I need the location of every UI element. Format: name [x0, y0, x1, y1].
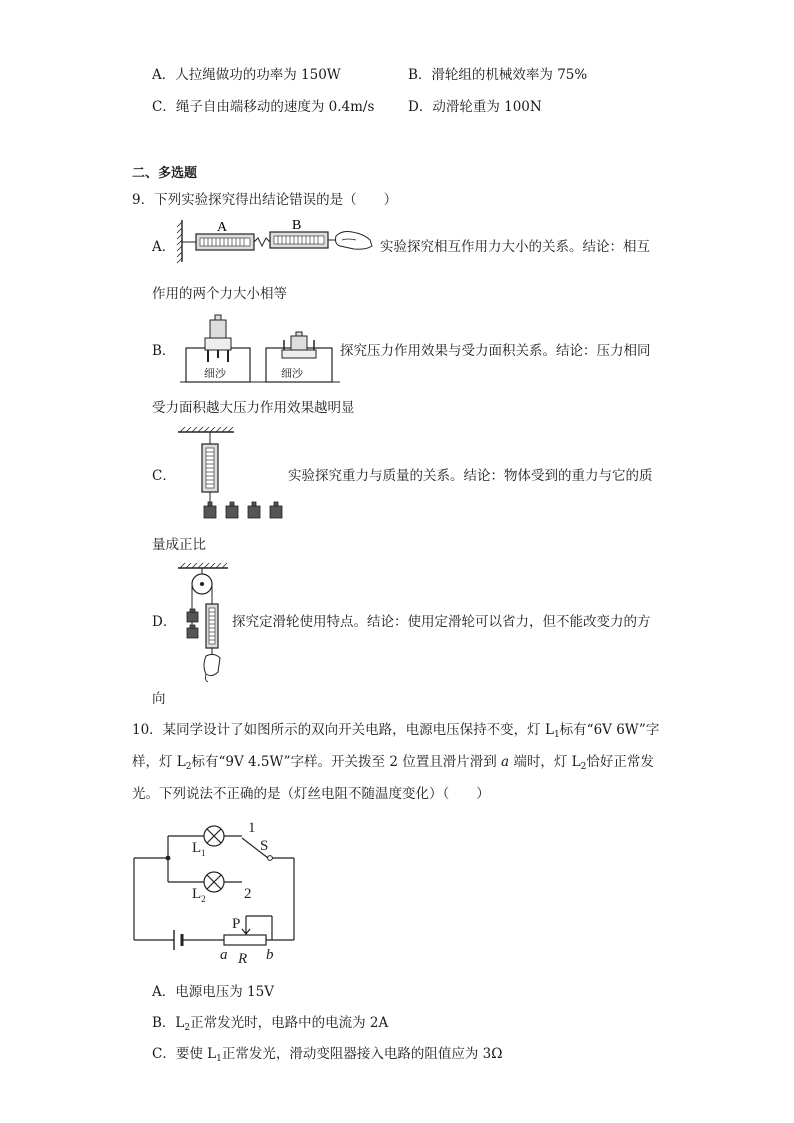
q9-c-line1: 实验探究重力与质量的关系。结论：物体受到的重力与它的质: [288, 468, 653, 484]
q10-option-a-label: A．: [152, 984, 176, 1000]
q8-option-a-text: 人拉绳做功的功率为 150W: [175, 67, 341, 83]
q10-line2-mid: 标有“9V 4.5W”字样。开关拨至 2 位置且滑片滑到: [191, 754, 501, 770]
junction-dot: [166, 856, 171, 861]
q10-line2-post: 恰好正常发: [586, 754, 654, 770]
q10-line1-sub: 1: [553, 730, 560, 740]
spring-scales-figure: [176, 216, 376, 266]
q9-stem: 9．下列实验探究得出结论错误的是（ ）: [132, 192, 398, 208]
q9-d-line2: 向: [152, 691, 166, 707]
q10-option-b: [152, 1015, 388, 1035]
resistor-label: R: [238, 951, 248, 967]
q8-option-d-label: D．: [408, 99, 433, 115]
sand-pressure-figure: [178, 312, 342, 384]
q10-line2-pre: 样，灯 L: [132, 754, 186, 770]
gravity-mass-figure: [176, 426, 288, 522]
q9-b-line1: 探究压力作用效果与受力面积关系。结论：压力相同: [340, 343, 651, 359]
lamp-l2-label: $L_2$: [192, 886, 206, 904]
q8-option-c: [152, 99, 374, 117]
q10-option-b-sub: 2: [184, 1023, 191, 1033]
q8-option-a-label: A．: [152, 67, 176, 83]
q10-line3: 光。下列说法不正确的是（灯丝电阻不随温度变化）（ ）: [132, 786, 490, 802]
q8-option-b-label: B．: [408, 67, 432, 83]
slider-label: P: [232, 916, 241, 932]
q9-a-label: A．: [152, 239, 176, 255]
sand-label-right: 细沙: [281, 368, 303, 380]
q9-c-label: C．: [152, 468, 176, 484]
scale-a-label: A: [217, 220, 228, 235]
fixed-pulley-figure: [176, 560, 234, 684]
q10-option-c-post: 正常发光，滑动变阻器接入电路的阻值应为 3Ω: [221, 1046, 503, 1062]
q9-d-label: D．: [152, 614, 177, 630]
q8-option-c-text: 绳子自由端移动的速度为 0.4m/s: [175, 99, 375, 115]
q10-line2-mid2: 端时，灯 L: [509, 754, 581, 770]
switch-label: S: [260, 838, 269, 854]
q10-line2-sub: 2: [185, 762, 192, 772]
q10-option-b-label: B．: [152, 1015, 176, 1031]
slider-arrow: [242, 926, 250, 934]
lamp-l1-label: $L_1$: [192, 840, 206, 858]
q8-option-d: [408, 99, 542, 117]
sand-label-left: 细沙: [204, 368, 226, 380]
section-heading: 二、多选题: [132, 166, 198, 181]
q10-line1: [132, 722, 659, 742]
q10-option-b-post: 正常发光时，电路中的电流为 2A: [190, 1015, 389, 1031]
position-2-label: 2: [244, 886, 252, 902]
q10-line2: [132, 754, 654, 774]
q9-a-line1: 实验探究相互作用力大小的关系。结论：相互: [380, 239, 650, 255]
end-b-label: b: [266, 947, 274, 963]
scale-b-label: B: [292, 218, 302, 233]
q9-b-label: B．: [152, 343, 176, 359]
q8-option-c-label: C．: [152, 99, 176, 115]
position-1-label: 1: [248, 820, 256, 836]
q9-a-line2: 作用的两个力大小相等: [152, 286, 287, 302]
rheostat: [224, 935, 266, 945]
q8-option-a: [152, 67, 341, 85]
switch-pivot: [268, 856, 273, 861]
q8-option-b: [408, 67, 587, 85]
q10-option-c: [152, 1046, 502, 1066]
q10-line1-pre: 10．某同学设计了如图所示的双向开关电路，电源电压保持不变，灯 L: [132, 722, 554, 738]
q10-line2-italic: a: [501, 754, 510, 770]
q10-line2-sub2: 2: [580, 762, 587, 772]
q9-c-line2: 量成正比: [152, 537, 206, 553]
q10-option-c-sub: 1: [216, 1054, 222, 1064]
end-a-label: a: [220, 947, 228, 963]
q10-option-b-pre: L: [175, 1015, 185, 1031]
q8-option-b-text: 滑轮组的机械效率为 75%: [431, 67, 588, 83]
q10-line1-post: 标有“6V 6W”字: [559, 722, 660, 738]
q10-option-a: [152, 984, 274, 1002]
q10-option-c-label: C．: [152, 1046, 176, 1062]
q9-b-line2: 受力面积越大压力作用效果越明显: [152, 400, 355, 416]
circuit-diagram: [128, 812, 304, 972]
q10-option-a-text: 电源电压为 15V: [175, 984, 274, 1000]
q10-option-c-pre: 要使 L: [175, 1046, 217, 1062]
q8-option-d-text: 动滑轮重为 100N: [432, 99, 542, 115]
q9-d-line1: 探究定滑轮使用特点。结论：使用定滑轮可以省力，但不能改变力的方: [232, 614, 651, 630]
